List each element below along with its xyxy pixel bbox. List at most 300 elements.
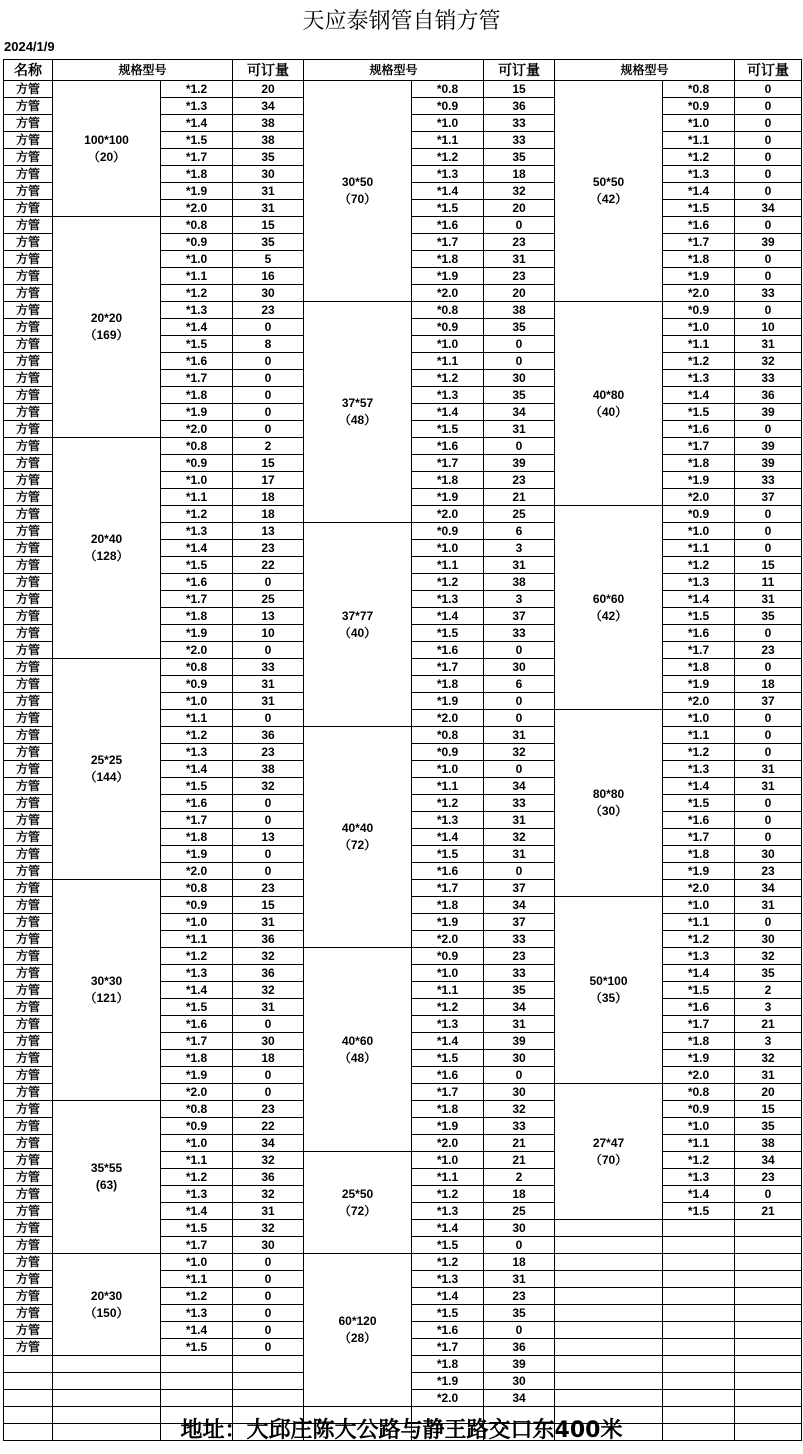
spec-cell: *1.5 xyxy=(412,1050,484,1067)
header-spec-1: 规格型号 xyxy=(53,60,233,81)
spec-cell: *1.0 xyxy=(161,693,233,710)
qty-cell: 39 xyxy=(484,1356,555,1373)
qty-cell: 33 xyxy=(484,795,555,812)
product-name-cell: 方管 xyxy=(4,914,53,931)
spec-cell: *2.0 xyxy=(161,200,233,217)
size-group-cell xyxy=(53,880,161,1101)
spec-cell: *1.7 xyxy=(161,370,233,387)
date-label: 2024/1/9 xyxy=(4,39,55,54)
qty-cell: 0 xyxy=(735,183,802,200)
spec-cell: *1.7 xyxy=(412,880,484,897)
spec-cell: *1.8 xyxy=(663,659,735,676)
qty-cell: 0 xyxy=(484,1322,555,1339)
empty-cell xyxy=(161,1373,233,1390)
qty-cell: 35 xyxy=(484,1305,555,1322)
size-group-cell xyxy=(304,302,412,523)
spec-cell: *1.6 xyxy=(663,999,735,1016)
product-name-cell: 方管 xyxy=(4,1254,53,1271)
qty-cell: 0 xyxy=(735,659,802,676)
qty-cell: 33 xyxy=(233,659,304,676)
qty-cell: 32 xyxy=(735,353,802,370)
qty-cell: 30 xyxy=(484,1373,555,1390)
qty-cell: 0 xyxy=(484,693,555,710)
product-name-cell: 方管 xyxy=(4,897,53,914)
qty-cell: 31 xyxy=(233,693,304,710)
product-name-cell: 方管 xyxy=(4,846,53,863)
spec-cell: *1.4 xyxy=(412,608,484,625)
qty-cell: 32 xyxy=(735,948,802,965)
spec-cell: *1.7 xyxy=(412,659,484,676)
size-label: 20*30 xyxy=(90,1288,123,1303)
qty-cell: 0 xyxy=(735,744,802,761)
size-group-cell xyxy=(555,81,663,302)
spec-cell: *0.9 xyxy=(663,506,735,523)
size-group-cell xyxy=(53,81,161,217)
qty-cell: 38 xyxy=(233,115,304,132)
product-name-cell: 方管 xyxy=(4,404,53,421)
spec-cell: *1.4 xyxy=(663,387,735,404)
size-total-label: （121） xyxy=(84,991,129,1005)
spec-cell: *1.2 xyxy=(412,795,484,812)
qty-cell: 34 xyxy=(484,404,555,421)
empty-cell xyxy=(555,1373,663,1390)
spec-cell: *1.6 xyxy=(412,642,484,659)
empty-cell xyxy=(663,1254,735,1271)
spec-cell: *1.6 xyxy=(663,217,735,234)
spec-cell: *2.0 xyxy=(412,1390,484,1407)
product-name-cell: 方管 xyxy=(4,880,53,897)
product-name-cell: 方管 xyxy=(4,234,53,251)
qty-cell: 36 xyxy=(233,1169,304,1186)
spec-cell: *1.0 xyxy=(663,1118,735,1135)
qty-cell: 31 xyxy=(735,778,802,795)
product-name-cell: 方管 xyxy=(4,574,53,591)
spec-cell: *2.0 xyxy=(412,506,484,523)
spec-cell: *1.3 xyxy=(412,1016,484,1033)
qty-cell: 37 xyxy=(735,489,802,506)
qty-cell: 38 xyxy=(233,761,304,778)
product-name-cell: 方管 xyxy=(4,727,53,744)
qty-cell: 18 xyxy=(233,506,304,523)
qty-cell: 0 xyxy=(484,710,555,727)
qty-cell: 23 xyxy=(484,948,555,965)
product-name-cell: 方管 xyxy=(4,98,53,115)
spec-cell: *0.9 xyxy=(161,897,233,914)
size-group-cell xyxy=(53,1101,161,1254)
spec-cell: *1.7 xyxy=(412,455,484,472)
size-label: 20*40 xyxy=(90,532,123,546)
qty-cell: 0 xyxy=(233,404,304,421)
spec-cell: *0.8 xyxy=(161,1101,233,1118)
header-qty-1: 可订量 xyxy=(233,60,304,81)
spec-cell: *1.9 xyxy=(412,693,484,710)
spec-cell: *1.2 xyxy=(161,285,233,302)
spec-cell: *0.9 xyxy=(161,1118,233,1135)
qty-cell: 0 xyxy=(233,574,304,591)
spec-cell: *1.1 xyxy=(412,557,484,574)
qty-cell: 32 xyxy=(735,1050,802,1067)
qty-cell: 0 xyxy=(233,1067,304,1084)
qty-cell: 13 xyxy=(233,523,304,540)
qty-cell: 0 xyxy=(233,1016,304,1033)
spec-cell: *1.4 xyxy=(663,591,735,608)
spec-cell: *1.1 xyxy=(412,778,484,795)
qty-cell: 35 xyxy=(484,319,555,336)
qty-cell: 0 xyxy=(735,115,802,132)
qty-cell: 2 xyxy=(484,1169,555,1186)
size-group-cell xyxy=(304,81,412,302)
product-name-cell: 方管 xyxy=(4,319,53,336)
size-group-cell xyxy=(53,438,161,659)
spec-cell: *1.7 xyxy=(412,1339,484,1356)
size-label: 30*30 xyxy=(90,974,123,988)
qty-cell: 23 xyxy=(735,642,802,659)
qty-cell: 16 xyxy=(233,268,304,285)
qty-cell: 0 xyxy=(233,863,304,880)
spec-cell: *1.8 xyxy=(663,251,735,268)
product-name-cell: 方管 xyxy=(4,982,53,999)
spec-cell: *0.9 xyxy=(412,744,484,761)
qty-cell: 35 xyxy=(735,965,802,982)
qty-cell: 18 xyxy=(484,1186,555,1203)
qty-cell: 31 xyxy=(484,846,555,863)
product-name-cell: 方管 xyxy=(4,421,53,438)
spec-cell: *1.2 xyxy=(412,1186,484,1203)
spec-cell: *1.0 xyxy=(663,523,735,540)
qty-cell: 34 xyxy=(233,98,304,115)
spec-cell: *1.0 xyxy=(663,115,735,132)
qty-cell: 33 xyxy=(735,472,802,489)
spec-cell: *1.0 xyxy=(663,897,735,914)
qty-cell: 18 xyxy=(484,1254,555,1271)
qty-cell: 36 xyxy=(484,98,555,115)
qty-cell: 30 xyxy=(484,1084,555,1101)
empty-cell xyxy=(735,1288,802,1305)
product-name-cell: 方管 xyxy=(4,1135,53,1152)
spec-cell: *1.3 xyxy=(663,948,735,965)
qty-cell: 0 xyxy=(735,421,802,438)
header-name: 名称 xyxy=(4,60,53,81)
empty-cell xyxy=(161,1356,233,1373)
qty-cell: 0 xyxy=(484,336,555,353)
spec-cell: *1.2 xyxy=(412,999,484,1016)
qty-cell: 0 xyxy=(233,1271,304,1288)
spec-cell: *1.5 xyxy=(663,795,735,812)
qty-cell: 3 xyxy=(735,1033,802,1050)
spec-cell: *1.9 xyxy=(161,846,233,863)
spec-cell: *1.2 xyxy=(412,574,484,591)
spec-cell: *1.4 xyxy=(663,1186,735,1203)
qty-cell: 2 xyxy=(735,982,802,999)
spec-cell: *2.0 xyxy=(663,693,735,710)
spec-cell: *1.5 xyxy=(412,200,484,217)
spec-cell: *1.3 xyxy=(161,523,233,540)
spec-cell: *1.3 xyxy=(161,965,233,982)
empty-cell xyxy=(233,1390,304,1407)
spec-cell: *1.6 xyxy=(663,812,735,829)
qty-cell: 0 xyxy=(735,217,802,234)
spec-cell: *2.0 xyxy=(412,710,484,727)
table-row xyxy=(4,81,802,98)
qty-cell: 37 xyxy=(484,880,555,897)
spec-cell: *0.9 xyxy=(161,676,233,693)
product-name-cell: 方管 xyxy=(4,744,53,761)
spec-cell: *1.1 xyxy=(663,914,735,931)
spec-cell: *1.7 xyxy=(663,234,735,251)
qty-cell: 34 xyxy=(735,1152,802,1169)
spec-cell: *1.7 xyxy=(161,1033,233,1050)
product-name-cell: 方管 xyxy=(4,489,53,506)
spec-cell: *1.0 xyxy=(412,761,484,778)
spec-cell: *1.5 xyxy=(161,557,233,574)
empty-cell xyxy=(555,1237,663,1254)
empty-cell xyxy=(735,1322,802,1339)
spec-cell: *1.3 xyxy=(412,1271,484,1288)
qty-cell: 31 xyxy=(233,676,304,693)
qty-cell: 35 xyxy=(233,149,304,166)
spec-cell: *1.4 xyxy=(161,540,233,557)
size-label: 50*50 xyxy=(592,175,625,189)
qty-cell: 23 xyxy=(484,472,555,489)
spec-cell: *1.4 xyxy=(412,183,484,200)
size-total-label: （40） xyxy=(338,625,377,640)
product-name-cell: 方管 xyxy=(4,149,53,166)
qty-cell: 18 xyxy=(233,1050,304,1067)
qty-cell: 0 xyxy=(233,1322,304,1339)
spec-cell: *1.3 xyxy=(161,98,233,115)
spec-cell: *1.4 xyxy=(161,1203,233,1220)
spec-cell: *1.3 xyxy=(161,1186,233,1203)
qty-cell: 39 xyxy=(735,404,802,421)
spec-cell: *2.0 xyxy=(412,1135,484,1152)
product-name-cell xyxy=(4,1373,53,1390)
spec-cell: *1.1 xyxy=(161,268,233,285)
spec-cell: *1.5 xyxy=(412,625,484,642)
product-name-cell: 方管 xyxy=(4,132,53,149)
spec-cell: *1.7 xyxy=(161,591,233,608)
spec-cell: *1.3 xyxy=(663,761,735,778)
spec-cell: *1.8 xyxy=(161,166,233,183)
qty-cell: 15 xyxy=(233,897,304,914)
spec-cell: *2.0 xyxy=(161,421,233,438)
qty-cell: 31 xyxy=(735,897,802,914)
spec-cell: *1.8 xyxy=(663,846,735,863)
qty-cell: 33 xyxy=(735,285,802,302)
spec-cell: *1.2 xyxy=(161,81,233,98)
spec-cell: *2.0 xyxy=(412,931,484,948)
empty-cell xyxy=(735,1237,802,1254)
qty-cell: 31 xyxy=(484,251,555,268)
qty-cell: 25 xyxy=(233,591,304,608)
product-name-cell: 方管 xyxy=(4,251,53,268)
spec-cell: *1.1 xyxy=(663,540,735,557)
product-name-cell: 方管 xyxy=(4,183,53,200)
qty-cell: 30 xyxy=(233,166,304,183)
spec-cell: *1.9 xyxy=(663,472,735,489)
size-total-label: （48） xyxy=(338,413,377,427)
spec-cell: *2.0 xyxy=(663,880,735,897)
spec-cell: *1.0 xyxy=(412,336,484,353)
product-name-cell: 方管 xyxy=(4,268,53,285)
qty-cell: 0 xyxy=(484,438,555,455)
table-row xyxy=(4,1254,802,1271)
spec-cell: *1.8 xyxy=(412,897,484,914)
qty-cell: 18 xyxy=(484,166,555,183)
qty-cell: 13 xyxy=(233,608,304,625)
empty-cell xyxy=(555,1305,663,1322)
spec-cell: *1.5 xyxy=(412,846,484,863)
spec-cell: *0.9 xyxy=(412,523,484,540)
empty-cell xyxy=(233,1373,304,1390)
empty-cell xyxy=(555,1254,663,1271)
spec-cell: *1.8 xyxy=(412,1356,484,1373)
qty-cell: 30 xyxy=(233,285,304,302)
qty-cell: 25 xyxy=(484,506,555,523)
header-row xyxy=(4,60,802,81)
qty-cell: 23 xyxy=(233,880,304,897)
qty-cell: 34 xyxy=(735,880,802,897)
empty-cell xyxy=(735,1220,802,1237)
product-name-cell: 方管 xyxy=(4,948,53,965)
qty-cell: 35 xyxy=(484,982,555,999)
address-line: 地址：大邱庄陈大公路与静王路交口东400米 xyxy=(180,1418,623,1443)
qty-cell: 33 xyxy=(484,931,555,948)
size-total-label: （40） xyxy=(589,404,628,419)
qty-cell: 31 xyxy=(233,183,304,200)
spec-cell: *1.2 xyxy=(161,1169,233,1186)
qty-cell: 32 xyxy=(233,982,304,999)
qty-cell: 37 xyxy=(484,608,555,625)
product-name-cell: 方管 xyxy=(4,387,53,404)
spec-cell: *1.7 xyxy=(412,1084,484,1101)
qty-cell: 30 xyxy=(484,1220,555,1237)
spec-cell: *1.9 xyxy=(412,268,484,285)
qty-cell: 33 xyxy=(484,625,555,642)
empty-cell xyxy=(555,1322,663,1339)
size-label: 30*50 xyxy=(341,175,374,189)
spec-cell: *1.1 xyxy=(412,353,484,370)
product-name-cell: 方管 xyxy=(4,1305,53,1322)
size-total-label: （144） xyxy=(84,770,129,784)
qty-cell: 20 xyxy=(735,1084,802,1101)
empty-cell xyxy=(663,1356,735,1373)
spec-cell: *1.9 xyxy=(412,489,484,506)
empty-cell xyxy=(53,1373,161,1390)
qty-cell: 0 xyxy=(233,1084,304,1101)
qty-cell: 31 xyxy=(484,812,555,829)
empty-cell xyxy=(735,1390,802,1407)
spec-cell: *0.8 xyxy=(663,1084,735,1101)
product-name-cell: 方管 xyxy=(4,659,53,676)
qty-cell: 0 xyxy=(233,812,304,829)
spec-cell: *1.7 xyxy=(161,812,233,829)
spec-cell: *1.0 xyxy=(161,1135,233,1152)
size-group-cell xyxy=(53,1254,161,1356)
qty-cell: 0 xyxy=(735,540,802,557)
header-qty-3: 可订量 xyxy=(735,60,802,81)
product-name-cell: 方管 xyxy=(4,1220,53,1237)
qty-cell: 38 xyxy=(484,302,555,319)
spec-cell: *1.3 xyxy=(161,302,233,319)
product-name-cell: 方管 xyxy=(4,455,53,472)
spec-cell: *1.9 xyxy=(663,1050,735,1067)
spec-cell: *1.3 xyxy=(412,1203,484,1220)
product-name-cell: 方管 xyxy=(4,1016,53,1033)
spec-cell: *1.1 xyxy=(663,1135,735,1152)
spec-cell: *1.8 xyxy=(412,251,484,268)
product-name-cell: 方管 xyxy=(4,523,53,540)
spec-cell: *1.9 xyxy=(161,625,233,642)
size-group-cell xyxy=(53,217,161,438)
spec-cell: *0.9 xyxy=(412,98,484,115)
spec-cell: *0.8 xyxy=(412,81,484,98)
spec-cell: *1.4 xyxy=(412,1033,484,1050)
qty-cell: 0 xyxy=(233,795,304,812)
qty-cell: 31 xyxy=(735,336,802,353)
spec-cell: *1.4 xyxy=(412,404,484,421)
product-name-cell: 方管 xyxy=(4,285,53,302)
spec-cell: *1.4 xyxy=(412,1288,484,1305)
page-title: 天应泰钢管自销方管 xyxy=(302,9,501,34)
spec-cell: *1.7 xyxy=(663,1016,735,1033)
qty-cell: 37 xyxy=(484,914,555,931)
spec-cell: *1.3 xyxy=(663,574,735,591)
qty-cell: 0 xyxy=(484,353,555,370)
empty-cell xyxy=(663,1305,735,1322)
qty-cell: 0 xyxy=(484,642,555,659)
empty-cell xyxy=(663,1220,735,1237)
qty-cell: 0 xyxy=(233,846,304,863)
qty-cell: 0 xyxy=(735,710,802,727)
spec-cell: *1.1 xyxy=(412,1169,484,1186)
qty-cell: 39 xyxy=(484,455,555,472)
spec-cell: *1.8 xyxy=(412,1101,484,1118)
qty-cell: 31 xyxy=(233,914,304,931)
size-label: 25*25 xyxy=(90,753,123,767)
spec-cell: *1.0 xyxy=(161,1254,233,1271)
qty-cell: 30 xyxy=(484,659,555,676)
product-name-cell: 方管 xyxy=(4,778,53,795)
spec-cell: *1.6 xyxy=(412,863,484,880)
spec-cell: *1.0 xyxy=(412,115,484,132)
product-name-cell: 方管 xyxy=(4,1169,53,1186)
qty-cell: 25 xyxy=(484,1203,555,1220)
qty-cell: 36 xyxy=(233,965,304,982)
spec-cell: *0.8 xyxy=(161,659,233,676)
qty-cell: 18 xyxy=(233,489,304,506)
product-name-cell: 方管 xyxy=(4,1084,53,1101)
spec-cell: *1.9 xyxy=(161,183,233,200)
spec-cell: *1.0 xyxy=(663,710,735,727)
product-name-cell xyxy=(4,1356,53,1373)
qty-cell: 33 xyxy=(484,965,555,982)
qty-cell: 15 xyxy=(233,217,304,234)
qty-cell: 0 xyxy=(233,353,304,370)
spec-cell: *1.8 xyxy=(161,387,233,404)
size-label: 80*80 xyxy=(592,787,625,801)
empty-cell xyxy=(161,1390,233,1407)
qty-cell: 32 xyxy=(484,183,555,200)
product-name-cell: 方管 xyxy=(4,761,53,778)
spec-cell: *1.8 xyxy=(412,676,484,693)
qty-cell: 0 xyxy=(484,217,555,234)
spec-cell: *0.8 xyxy=(412,302,484,319)
spec-cell: *1.5 xyxy=(161,132,233,149)
qty-cell: 34 xyxy=(484,999,555,1016)
spec-cell: *1.5 xyxy=(412,421,484,438)
product-name-cell: 方管 xyxy=(4,1118,53,1135)
product-name-cell: 方管 xyxy=(4,1271,53,1288)
